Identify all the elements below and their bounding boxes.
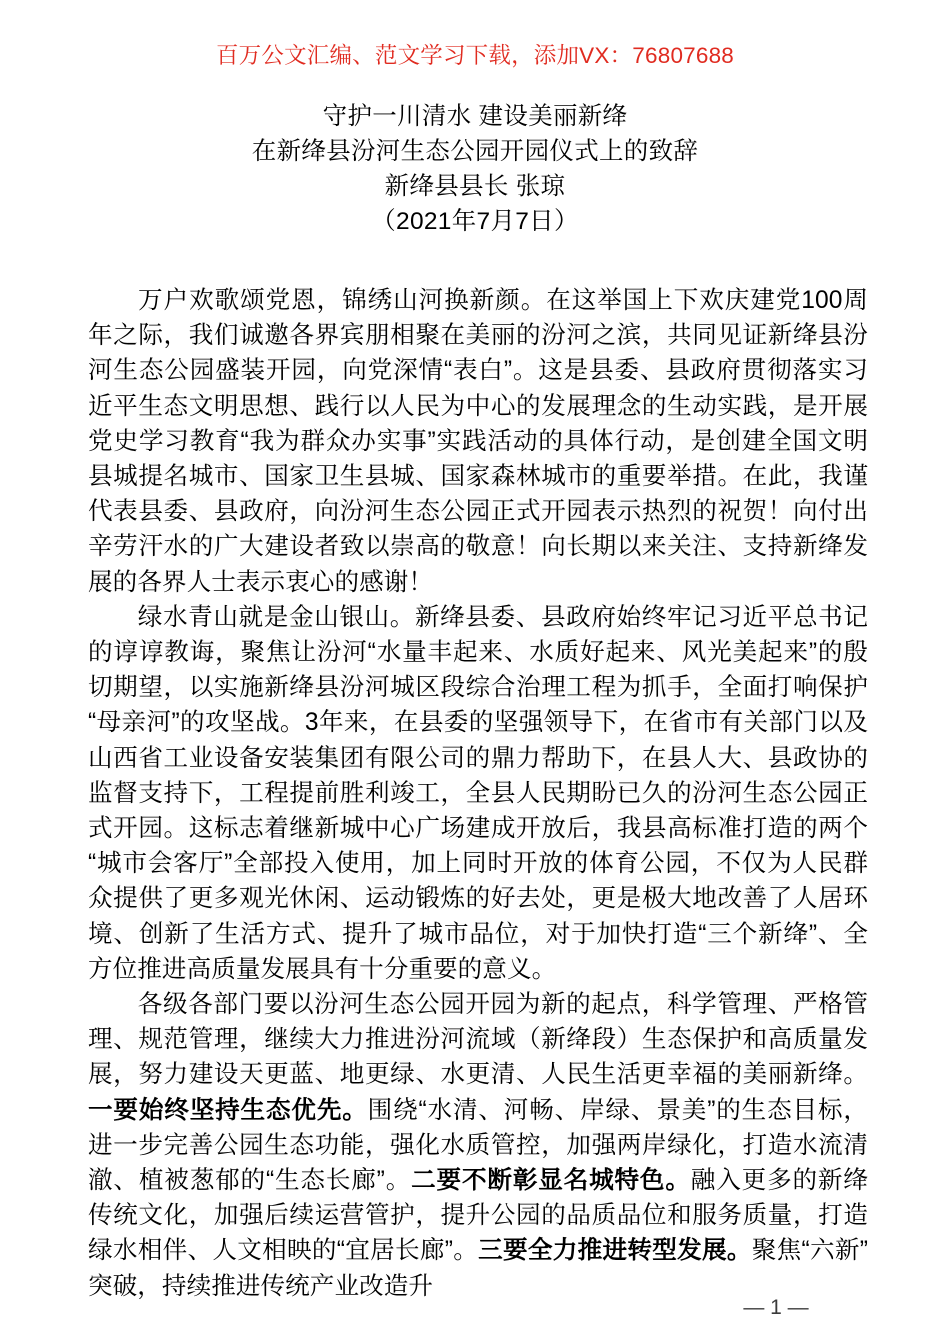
title-line-1: 守护一川清水 建设美丽新绛 [322,103,628,130]
paragraph-bold-run: 二要不断彰显名城特色。 [411,1167,691,1195]
title-line-4-date: （2021年7月7日） [371,208,579,235]
page-number: — 1 — [743,1296,809,1319]
paragraph-text-run: 绿水青山就是金山银山。新绛县委、县政府始终牢记习近平总书记的谆谆教诲，聚焦让汾河“水量丰起来、水质好起来、风光美起来”的殷切期望，以实施新绛县汾河城区段综合治理工程为抓手，全面打响保护“母亲河”的攻坚战。3年来，在县委的坚强领导下，在省市有关部门以及山西省工业设备安装集团有限公司的鼎力帮助下，在县人大、县政协的监督支持下，工程提前胜利竣工，全县人民期盼已久的汾河生态公园正式开园。这标志着继新城中心广场建成开放后，我县高标准打造的两个“城市会客厅”全部投入使用，加上同时开放的体育公园，不仅为人民群众提供了更多观光休闲、运动锻炼的好去处，更是极大地改善了人居环境、创新了生活方式、提升了城市品位，对于加快打造“三个新绛”、全方位推进高质量发展具有十分重要的意义。 [88,603,868,983]
paragraph [88,283,868,600]
paragraph-text-run: 围绕“水清、河畅、岸绿、景美”的生态目标，进一步完善公园生态功能，强化水质管控，加强两岸绿化，打造水流清澈、植被葱郁的“生态长廊”。 [88,1096,868,1195]
title-line-3-author: 新绛县县长 张琼 [384,173,566,200]
document-body [88,283,868,1304]
page-footer [0,1294,950,1322]
paragraph-bold-run: 三要全力推进转型发展。 [478,1237,752,1265]
paragraph-text-run: 万户欢歌颂党恩，锦绣山河换新颜。在这举国上下欢庆建党100周年之际，我们诚邀各界宾朋相聚在美丽的汾河之滨，共同见证新绛县汾河生态公园盛装开园，向党深情“表白”。这是县委、县政府贯彻落实习近平生态文明思想、践行以人民为中心的发展理念的生动实践，是开展党史学习教育“我为群众办实事”实践活动的具体行动，是创建全国文明县城提名城市、国家卫生县城、国家森林城市的重要举措。在此，我谨代表县委、县政府，向汾河生态公园正式开园表示热烈的祝贺！向付出辛劳汗水的广大建设者致以崇高的敬意！向长期以来关注、支持新绛发展的各界人士表示衷心的感谢！ [88,287,868,596]
document-title-block [0,99,950,239]
paragraph-text-run: 各级各部门要以汾河生态公园开园为新的起点，科学管理、严格管理、规范管理，继续大力推进汾河流域（新绛段）生态保护和高质量发展，努力建设天更蓝、地更绿、水更清、人民生活更幸福的美丽新绛。 [88,991,868,1089]
paragraph-bold-run: 一要始终坚持生态优先。 [88,1096,368,1124]
paragraph-text-run: 融入更多的新绛传统文化，加强后续运营管护，提升公园的品质品位和服务质量，打造绿水相伴、人文相映的“宜居长廊”。 [88,1167,868,1265]
title-line-2: 在新绛县汾河生态公园开园仪式上的致辞 [251,138,699,165]
promo-header-text: 百万公文汇编、范文学习下载，添加VX：76807688 [215,43,735,68]
paragraph [88,600,868,987]
paragraph [88,987,868,1304]
paragraph-text-run: 聚焦“六新”突破，持续推进传统产业改造升 [88,1237,868,1300]
